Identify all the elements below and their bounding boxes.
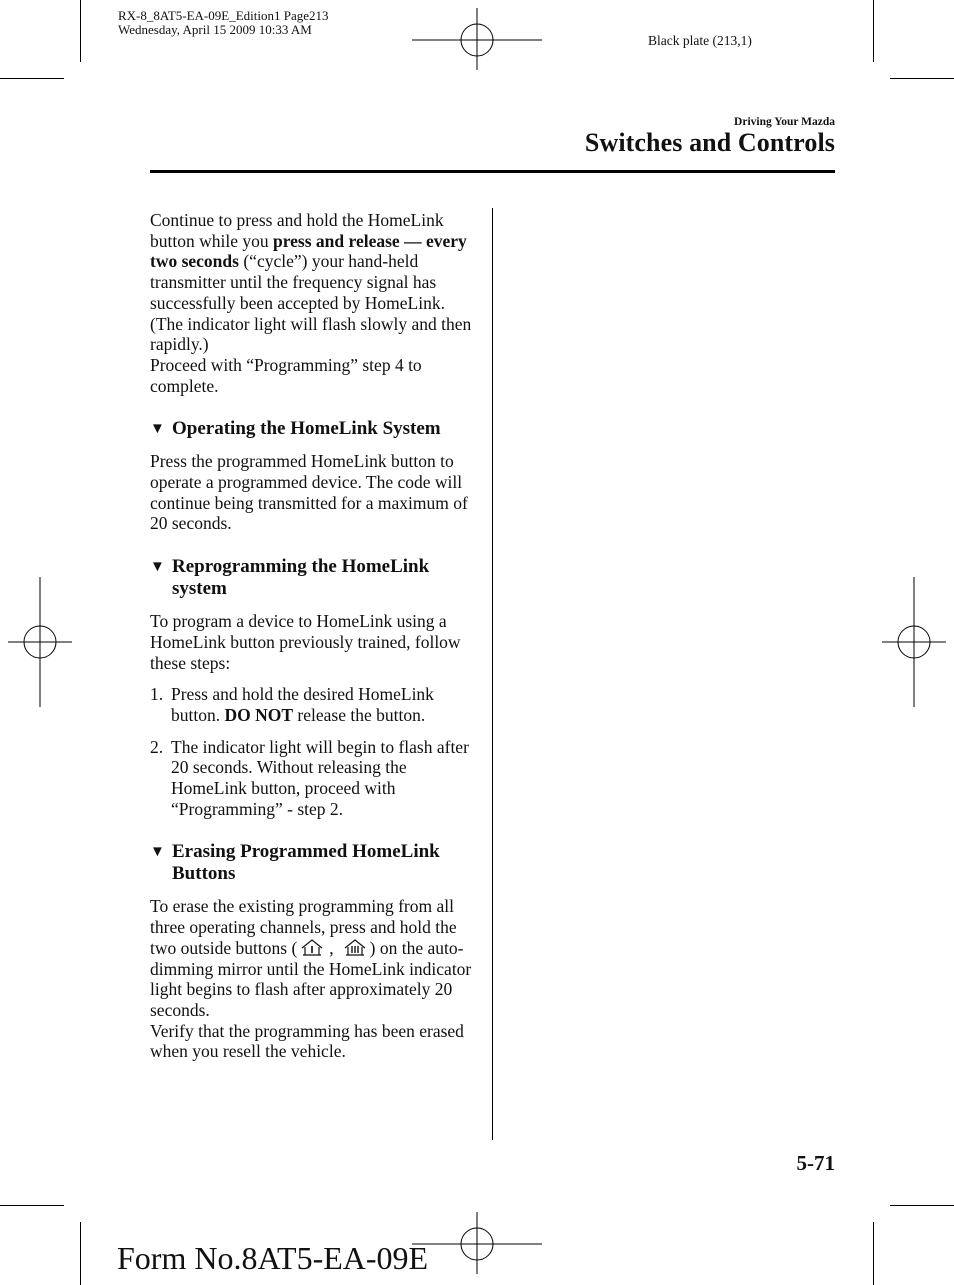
plate-label: Black plate (213,1) xyxy=(648,33,752,48)
section-label: Driving Your Mazda xyxy=(734,116,835,128)
column-divider xyxy=(492,208,493,1140)
crop-mark xyxy=(80,0,81,62)
triangle-down-icon: ▼ xyxy=(150,559,165,576)
section-heading-erasing: ▼ Erasing Programmed HomeLink Buttons xyxy=(150,841,440,885)
crop-mark xyxy=(890,78,954,79)
list-item: 1. Press and hold the desired HomeLink button. DO NOT release the button. xyxy=(150,684,434,725)
page-title: Switches and Controls xyxy=(584,128,835,157)
intro-section xyxy=(150,210,472,396)
print-job-line: RX-8_8AT5-EA-09E_Edition1 Page213 xyxy=(118,8,329,23)
erasing-paragraph-2: Verify that the programming has been erased when you resell the vehicle. xyxy=(150,1020,464,1062)
intro-paragraph: Continue to press and hold the HomeLink button while you press and release — every two seconds (“cycle”) your hand-held transmitter until the frequency signal has successfully been accepted by HomeLink. (The indicator light will flash slowly and then rapidly.) xyxy=(150,210,472,355)
section-heading-operating: ▼ Operating the HomeLink System xyxy=(150,418,441,440)
registration-crosshair-icon xyxy=(412,8,542,70)
section-heading-reprogramming: ▼ Reprogramming the HomeLink system xyxy=(150,556,430,600)
triangle-down-icon: ▼ xyxy=(150,421,165,438)
intro-paragraph-2: Proceed with “Programming” step 4 to complete. xyxy=(150,354,422,396)
registration-crosshair-icon xyxy=(8,577,72,707)
registration-crosshair-icon xyxy=(412,1212,542,1274)
crop-mark xyxy=(0,1205,64,1206)
homelink-button-1-icon xyxy=(299,939,325,957)
crop-mark xyxy=(80,1222,81,1285)
print-date-line: Wednesday, April 15 2009 10:33 AM xyxy=(118,22,312,37)
crop-mark xyxy=(890,1205,954,1206)
triangle-down-icon: ▼ xyxy=(150,844,165,861)
list-item: 2. The indicator light will begin to flash after 20 seconds. Without releasing the HomeLink button, proceed with “Programming” - step 2. xyxy=(150,736,469,819)
main-column xyxy=(150,210,472,1062)
print-job-info xyxy=(118,9,329,37)
reprogramming-intro: To program a device to HomeLink using a HomeLink button previously trained, follow these steps: xyxy=(150,611,461,673)
registration-crosshair-icon xyxy=(882,577,946,707)
crop-mark xyxy=(873,0,874,62)
reprogramming-steps xyxy=(150,684,472,819)
page-number: 5-71 xyxy=(796,1151,835,1175)
header-rule xyxy=(150,170,835,173)
crop-mark xyxy=(0,78,64,79)
operating-paragraph: Press the programmed HomeLink button to operate a programmed device. The code will continue being transmitted for a maximum of 20 seconds. xyxy=(150,451,468,534)
erasing-paragraph: To erase the existing programming from all three operating channels, press and hold the two outside buttons ( , ) on the auto-dimming mirror until the HomeLink indicator light begins to flash after approximately 20 seconds. xyxy=(150,896,472,1020)
crop-mark xyxy=(873,1222,874,1285)
homelink-button-3-icon xyxy=(342,939,368,957)
form-number: Form No.8AT5-EA-09E xyxy=(117,1240,429,1276)
